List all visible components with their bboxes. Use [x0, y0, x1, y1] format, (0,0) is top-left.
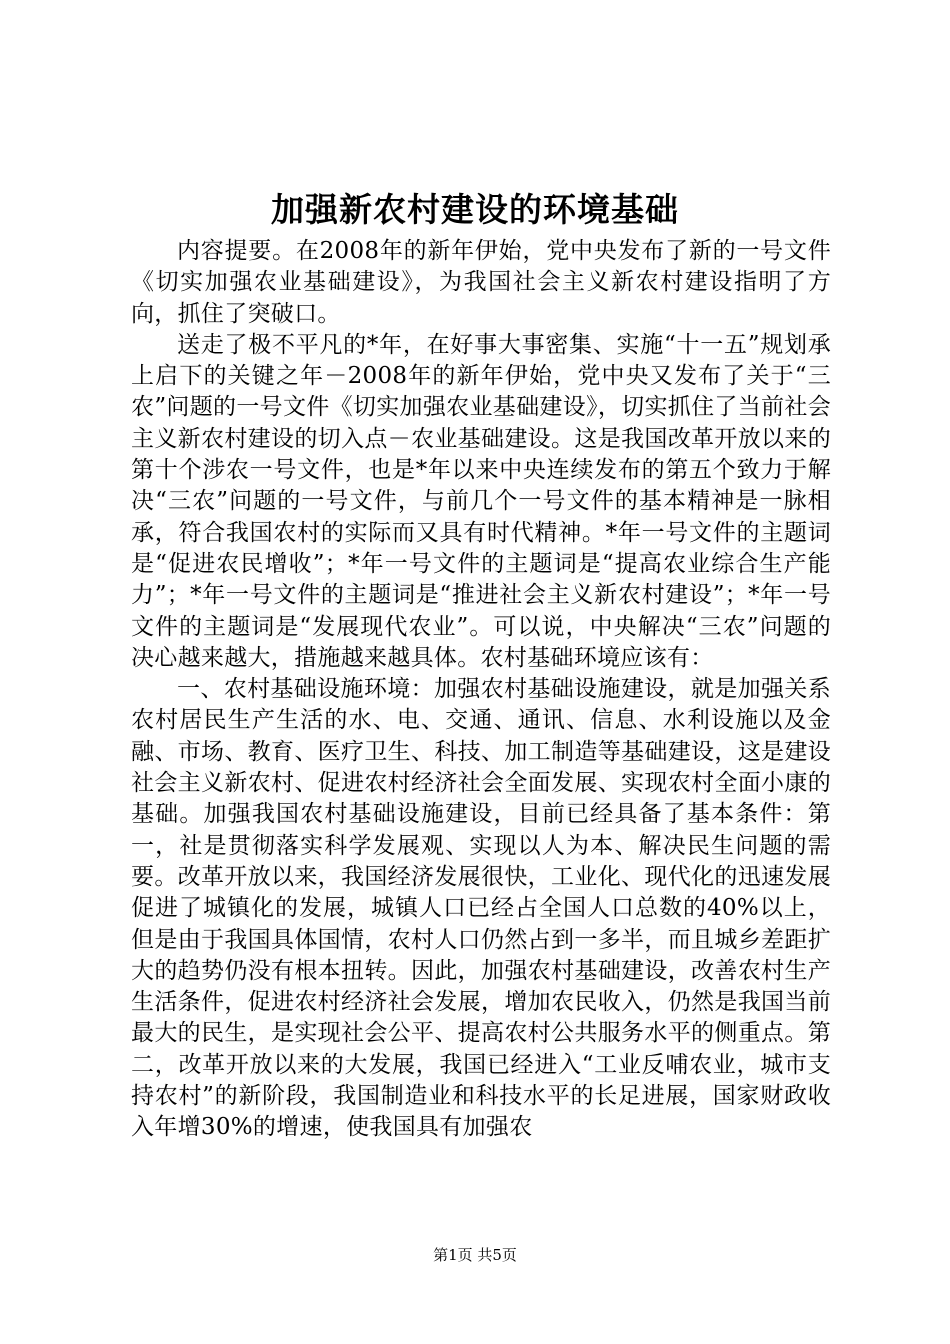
page-footer: 第1页 共5页	[433, 1246, 517, 1264]
paragraph-introduction: 送走了极不平凡的*年，在好事大事密集、实施“十一五”规划承上启下的关键之年－2008年的新年伊始，党中央又发布了关于“三农”问题的一号文件《切实加强农业基础建设》，切实抓住了当前社会主义新农村建设的切入点－农业基础建设。这是我国改革开放以来的第十个涉农一号文件，也是*年以来中央连续发布的第五个致力于解决“三农”问题的一号文件，与前几个一号文件的基本精神是一脉相承，符合我国农村的实际而又具有时代精神。*年一号文件的主题词是“促进农民增收”；*年一号文件的主题词是“提高农业综合生产能力”；*年一号文件的主题词是“推进社会主义新农村建设”；*年一号文件的主题词是“发展现代农业”。可以说，中央解决“三农”问题的决心越来越大，措施越来越具体。农村基础环境应该有：	[131, 331, 831, 671]
document-title: 加强新农村建设的环境基础	[271, 190, 679, 229]
document-body	[131, 236, 831, 1144]
paragraph-infrastructure: 一、农村基础设施环境：加强农村基础设施建设，就是加强关系农村居民生产生活的水、电、交通、通讯、信息、水利设施以及金融、市场、教育、医疗卫生、科技、加工制造等基础建设，这是建设社会主义新农村、促进农村经济社会全面发展、实现农村全面小康的基础。加强我国农村基础设施建设，目前已经具备了基本条件：第一，社是贯彻落实科学发展观、实现以人为本、解决民生问题的需要。改革开放以来，我国经济发展很快，工业化、现代化的迅速发展促进了城镇化的发展，城镇人口已经占全国人口总数的40%以上，但是由于我国具体国情，农村人口仍然占到一多半，而且城乡差距扩大的趋势仍没有根本扭转。因此，加强农村基础建设，改善农村生产生活条件，促进农村经济社会发展，增加农民收入，仍然是我国当前最大的民生，是实现社会公平、提高农村公共服务水平的侧重点。第二，改革开放以来的大发展，我国已经进入“工业反哺农业，城市支持农村”的新阶段，我国制造业和科技水平的长足进展，国家财政收入年增30%的增速，使我国具有加强农	[131, 676, 831, 1141]
paragraph-summary: 内容提要。在2008年的新年伊始，党中央发布了新的一号文件《切实加强农业基础建设》，为我国社会主义新农村建设指明了方向，抓住了突破口。	[131, 238, 831, 327]
